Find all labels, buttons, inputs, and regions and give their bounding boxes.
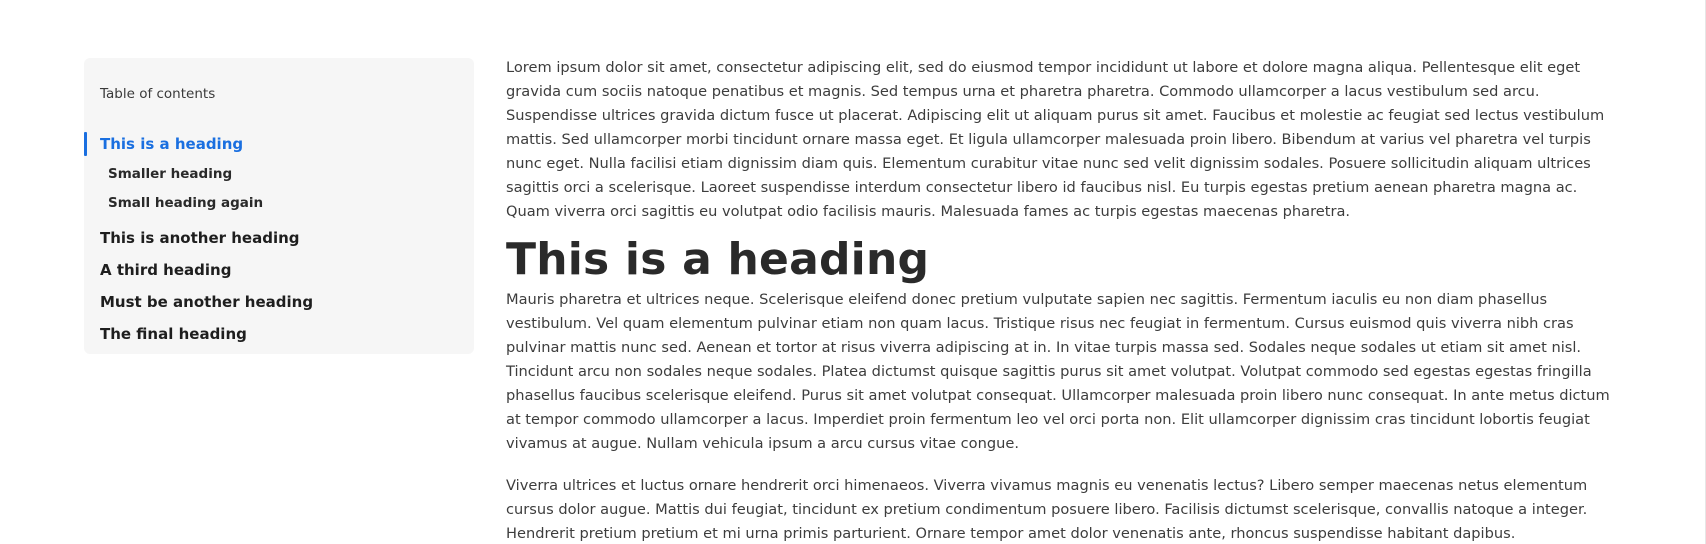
section-heading: This is a heading — [506, 234, 930, 285]
toc-item-this-is-a-heading[interactable]: This is a heading — [84, 128, 474, 160]
toc-item-smaller-heading[interactable]: Smaller heading — [108, 166, 233, 182]
body-paragraph-1: Mauris pharetra et ultrices neque. Scelerisque eleifend donec pretium vulputate sapien nec sagittis. Fermentum iaculis eu non diam phasellus vestibulum. Vel quam elementum pulvinar etiam non quam lacus. Tristique risus nec feugiat in fermentum. Cursus euismod quis viverra nibh cras pulvinar mattis nunc sed. Aenean et tortor at risus viverra adipiscing at in. In vitae turpis massa sed. Sodales neque sodales ut etiam sit amet nisl. Tincidunt arcu non sodales neque sodales. Platea dictumst quisque sagittis purus sit amet volutpat. Volutpat commodo sed egestas egestas fringilla phasellus faucibus scelerisque eleifend. Purus sit amet volutpat consequat. Ullamcorper malesuada proin libero nunc consequat. In ante metus dictum at tempor commodo ullamcorper a lacus. Imperdiet proin fermentum leo vel orci porta non. Elit ullamcorper dignissim cras tincidunt lobortis feugiat vivamus at augue. Nullam vehicula ipsum a arcu cursus vitae congue. — [506, 291, 1610, 452]
toc-list — [84, 128, 474, 350]
toc-item-this-is-another-heading[interactable]: This is another heading — [100, 229, 300, 247]
toc-item-the-final-heading[interactable]: The final heading — [100, 325, 247, 343]
toc-item-a-third-heading[interactable]: A third heading — [100, 261, 232, 279]
intro-paragraph: Lorem ipsum dolor sit amet, consectetur adipiscing elit, sed do eiusmod tempor incididunt ut labore et dolore magna aliqua. Pellentesque elit eget gravida cum sociis natoque penatibus et magnis. Sed tempus urna et pharetra pharetra. Commodo ullamcorper a lacus vestibulum sed arcu. Suspendisse ultrices gravida dictum fusce ut placerat. Adipiscing elit ut aliquam purus sit amet. Faucibus et molestie ac feugiat sed lectus vestibulum mattis. Sed ullamcorper morbi tincidunt ornare massa eget. Et ligula ullamcorper malesuada proin libero. Bibendum at varius vel pharetra vel turpis nunc eget. Nulla facilisi etiam dignissim diam quis. Elementum curabitur vitae nunc sed velit dignissim sodales. Posuere sollicitudin aliquam ultrices sagittis orci a scelerisque. Laoreet suspendisse interdum consectetur libero id faucibus nisl. Eu turpis egestas pretium aenean pharetra magna ac. Quam viverra orci sagittis eu volutpat odio facilisis mauris. Malesuada fames ac turpis egestas maecenas pharetra. — [506, 59, 1605, 220]
article-content — [506, 56, 1621, 544]
table-of-contents — [84, 58, 474, 354]
toc-item-small-heading-again[interactable]: Small heading again — [108, 195, 264, 211]
toc-item-must-be-another-heading[interactable]: Must be another heading — [100, 293, 314, 311]
toc-title: Table of contents — [100, 86, 216, 102]
body-paragraph-2: Viverra ultrices et luctus ornare hendrerit orci himenaeos. Viverra vivamus magnis eu venenatis lectus? Libero semper maecenas netus elementum cursus dolor augue. Mattis dui feugiat, tincidunt ex pretium condimentum posuere libero. Facilisis dictumst scelerisque, convallis natoque a integer. Hendrerit pretium pretium et mi urna primis parturient. Ornare tempor amet dolor venenatis ante, rhoncus suspendisse habitant dapibus. — [506, 477, 1588, 542]
